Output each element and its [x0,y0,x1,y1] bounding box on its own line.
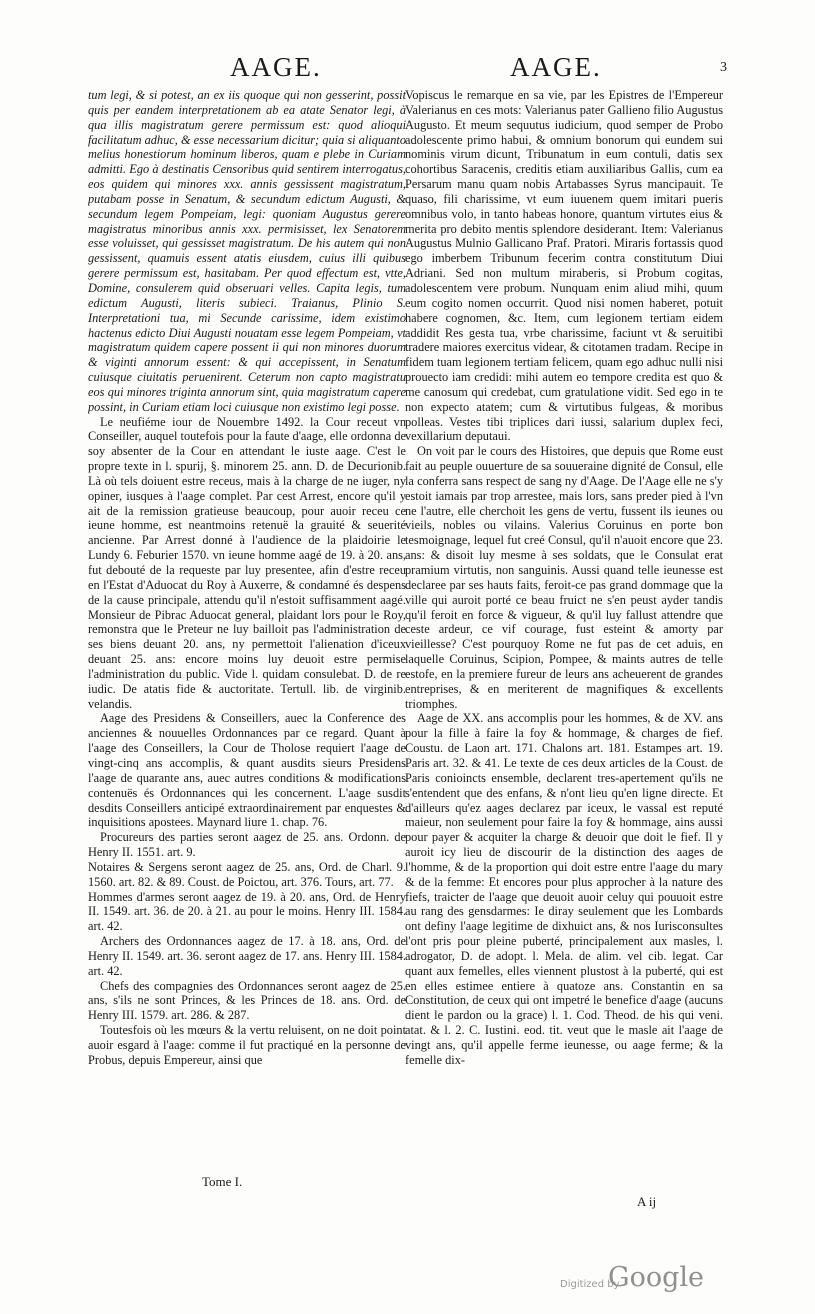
left-running-title: AAGE. [230,52,322,82]
left-paragraph-6: Hommes d'armes seront aagez de 19. à 20. ans, Ord. de Henry II. 1549. art. 36. de 20. à 21. au pour le moins. Henry III. 1584. art. 42. [88,889,406,934]
digitized-watermark [560,1262,710,1298]
right-paragraph-3: Aage de XX. ans accomplis pour les hommes, & de XV. ans pour la fille à faire la foy & hommage, & charges de fief. Coustu. de Laon art. 171. Chalons art. 181. Estampes art. 19. Paris art. 32. & 41. Le texte de ces deux articles de la Coust. de Paris conioincts ensemble, declarent tres-apertement qu'ils ne s'entendent que des enfans, & n'ont lieu qu'en ligne directe. Et d'ailleurs qu'ez aages declarez par iceux, le vassal est reputé maieur, non seulement pour faire la foy & hommage, ains aussi pour payer & acquiter la charge & deuoir que doit le fief. Il y auroit icy lieu de discourir de la distinction des aages de l'homme, & de la proportion qui doit estre entre l'aage du mary & de la femme: Et encores pour plus approcher à la nature des fiefs, traicter de l'aage que deuoit auoir celuy qui pouuoit estre au rang des gensdarmes: Ie diray seulement que les Lombards ont definy l'aage legitime de dixhuict ans, & nos Iurisconsultes l'ont pris pour pleine puberté, principalement aux masles, l. adrogator, D. de adopt. l. Mela. de alim. vel cib. legat. Car quant aux femelles, elles viennent plustost à la puberté, qui est en elles estimee entiere à quatoze ans. Constantin en sa Constitution, de ceux qui ont impetré le benefice d'aage (aucuns dient le pardon ou la grace) l. 1. Cod. Theod. de his qui veni. atat. & l. 2. C. Iustini. eod. tit. veut que le masle ait l'aage de vingt ans, qu'il appelle ferme ieunesse, ou aage ferme; & la femelle dix- [405,711,723,1067]
left-paragraph-3: Aage des Presidens & Conseillers, auec la Conference des anciennes & nouuelles Ordonnances par ce regard. Quant à l'aage des Conseillers, la Cour de Tholose requiert l'aage de vingt-cinq ans accomplis, & quant ausdits sieurs Presidens l'aage de quarante ans, auec autres conditions & modifications contenuës és Ordonnances qui les concernent. L'aage susdit desdits Conseillers anticipé extraordinairement par enquestes & inquisitions apostees. Maynard liure 1. chap. 76. [88,711,406,830]
signature-mark: A ij [637,1194,657,1209]
left-paragraph-2: Le neufiéme iour de Nouembre 1492. la Cour receut vn Conseiller, auquel toutefois pour la faute d'aage, elle ordonna de soy absenter de la Cour en attendant le iuste aage. C'est le propre texte in l. spurij, §. minorem 25. ann. D. de Decurionib. Là où tels doiuent estre receus, mais à la charge de ne iuger, ny opiner, iusques à l'aage complet. Par cest Arrest, encore qu'il y ait de la remission gratieuse beaucoup, pour auoir receu ce ieune homme, est neantmoins retenuë la grauité & seuerité ancienne. Par Arrest donné à l'audience de la plaidoirie le Lundy 6. Feburier 1570. vn ieune homme aagé de 19. à 20. ans, fut debouté de la requeste par luy presentee, afin d'estre receu en l'Estat d'Aduocat du Roy à Auxerre, & condamné és despens de la cause principale, attendu qu'il n'estoit suffisamment aagé. Monsieur de Pibrac Aduocat general, plaidant lors pour le Roy, remonstra que le Preteur ne luy bailloit pas l'administration de ses biens deuant 20. ans, ny permettoit l'alienation d'iceux deuant 25. ans: encore moins luy deuoit estre permise l'administration du public. Vide l. quidam consulebat. D. de re iudic. De atatis fide & auctoritate. Tertull. lib. de virginib. velandis. [88,414,406,711]
left-column [88,88,406,1172]
left-paragraph-4: Procureurs des parties seront aagez de 25. ans. Ordonn. de Henry II. 1551. art. 9. [88,830,406,860]
watermark-small-text: Digitized by [560,1279,620,1290]
left-paragraph-8: Chefs des compagnies des Ordonnances seront aagez de 25. ans, s'ils ne sont Princes, & les Princes de 18. ans. Ord. de Henry III. 1579. art. 286. & 287. [88,978,406,1023]
right-running-title: AAGE. [510,52,602,82]
google-logo: Google [608,1262,704,1293]
left-paragraph-5: Notaires & Sergens seront aagez de 25. ans, Ord. de Charl. 9. 1560. art. 82. & 89. Coust. de Poictou, art. 376. Tours, art. 77. [88,859,406,889]
right-paragraph-1: Vopiscus le remarque en sa vie, par les Epistres de l'Empereur Valerianus en ces mots: Valerianus pater Gallieno filio Augustus Augusto. Et meum sequutus iudicium, quod semper de Probo adolescente primo habui, & omnium bonorum qui eundem sui nominis virum dicunt, Tribunatum in eum contuli, datis sex cohortibus Saracenis, creditis etiam auxiliaribus Gallis, cum ea Persarum manu quam nobis Artabasses Syrus mancipauit. Te quaso, fili charissime, vt eum iuuenem quem imitari pueris omnibus volo, in tanto habeas honore, quantum virtutes eius & merita pro debito mentis splendore desiderant. Item: Valerianus Augustus Mulnio Gallicano Praf. Pratori. Miraris fortassis quod ego imberbem Tribunum fecerim contra constitutum Diui Adriani. Sed non multum miraberis, si Probum cogitas, adolescentem vere probum. Nunquam enim aliud mihi, quum eum cogito nomen occurrit. Quod nisi nomen haberet, potuit habere cognomen, &c. Item, cum legionem tertiam eidem addidit Res gesta tua, vrbe charissime, faciunt vt & seruitibi tradere maiores exercitus videar, & citotamen tradam. Recipe in fidem tuam legionem tertiam felicem, quam ego adhuc nulli nisi prouecto iam credidi: mihi autem eo tempore credita est quo & me canosum qui credebat, cum gratulatione vidit. Sed ego in te non expecto atatem; cum & virtutibus fulgeas, & moribus polleas. Vestes tibi triplices dari iussi, salarium duplex feci, vexillarium deputaui. [405,88,723,444]
left-paragraph-1: tum legi, & si potest, an ex iis quoque qui non gesserint, possit quis per eandem interpretationem ab ea atate Senator legi, à qua illis magistratum gerere permissum est: quod alioqui facilitatum adhuc, & esse necessarium dicitur; quia si aliquanto melius honestiorum hominum liberos, quam e plebe in Curiam admitti. Ego à destinatis Censoribus quid sentirem interrogatus, eos quidem qui minores xxx. annis gessissent magistratum, putabam posse in Senatum, & secundum edictum Augusti, & secundum legem Pompeiam, legi: quoniam Augustus gerere magistratus minoribus annis xxx. permisisset, lex Senatorem esse voluisset, qui gessisset magistratum. De his autem qui non gessissent, quamuis essent atatis eiusdem, cuius illi quibus gerere permissum est, hasitabam. Per quod effectum est, vtte, Domine, consulerem quid obseruari velles. Capita legis, tum edictum Augusti, literis subieci. Traianus, Plinio S. Interpretationi tua, mi Secunde carissime, idem existimo hactenus edicto Diui Augusti nouatam esse legem Pompeiam, vt magistratum quidem capere possent ii qui non minores duorum & viginti annorum essent: & qui accepissent, in Senatum cuiusque ciuitatis peruenirent. Ceterum non capto magistratu eos qui minores triginta annorum sint, quia magistratum capere possint, in Curiam etiam loci cuiusque non existimo legi posse. [88,88,406,414]
running-header [80,52,730,88]
left-paragraph-9: Toutesfois où les mœurs & la vertu reluisent, on ne doit point auoir esgard à l'aage: comme il fut practiqué en la personne de Probus, depuis Empereur, ainsi que [88,1023,406,1067]
left-paragraph-7: Archers des Ordonnances aagez de 17. à 18. ans, Ord. de Henry II. 1549. art. 36. seront aagez de 17. ans. Henry III. 1584. art. 42. [88,934,406,978]
page-number: 3 [720,60,727,75]
right-column [405,88,723,1188]
volume-label: Tome I. [202,1174,243,1189]
right-paragraph-2: On voit par le cours des Histoires, que depuis que Rome eust fait au peuple ouuerture de sa souueraine dignité de Consul, elle la conferra sans respect de sang ny d'Aage. De l'Aage elle ne s'y estoit iamais par trop arrestee, mais lors, sans preder pied à l'vn ne l'autre, elle cherchoit les gens de vertu, fussent ils ieunes ou vieils, nobles ou vilains. Valerius Coruinus en porte bon tesmoignage, lequel fut creé Consul, qu'il n'auoit encore que 23. ans: & disoit luy mesme à ses soldats, que le Consulat erat pramium virtutis, non sanguinis. Aussi quand telle ieunesse est declaree par ses hauts faits, feroit-ce pas grand dommage que la ville qui auroit porté ce beau fruict ne s'en peust ayder tandis qu'il feroit en force & vigueur, & qu'il luy fallust attendre que ceste ardeur, ce vif courage, fust esteint & amorty par vieillesse? C'est pourquoy Rome ne fut pas de cet aduis, en laquelle Coruinus, Scipion, Pompee, & maints autres de telle estofe, en la premiere fureur de leurs ans acheuerent de grandes entreprises, & en meriterent de magnifiques & excellents triomphes. [405,444,723,711]
